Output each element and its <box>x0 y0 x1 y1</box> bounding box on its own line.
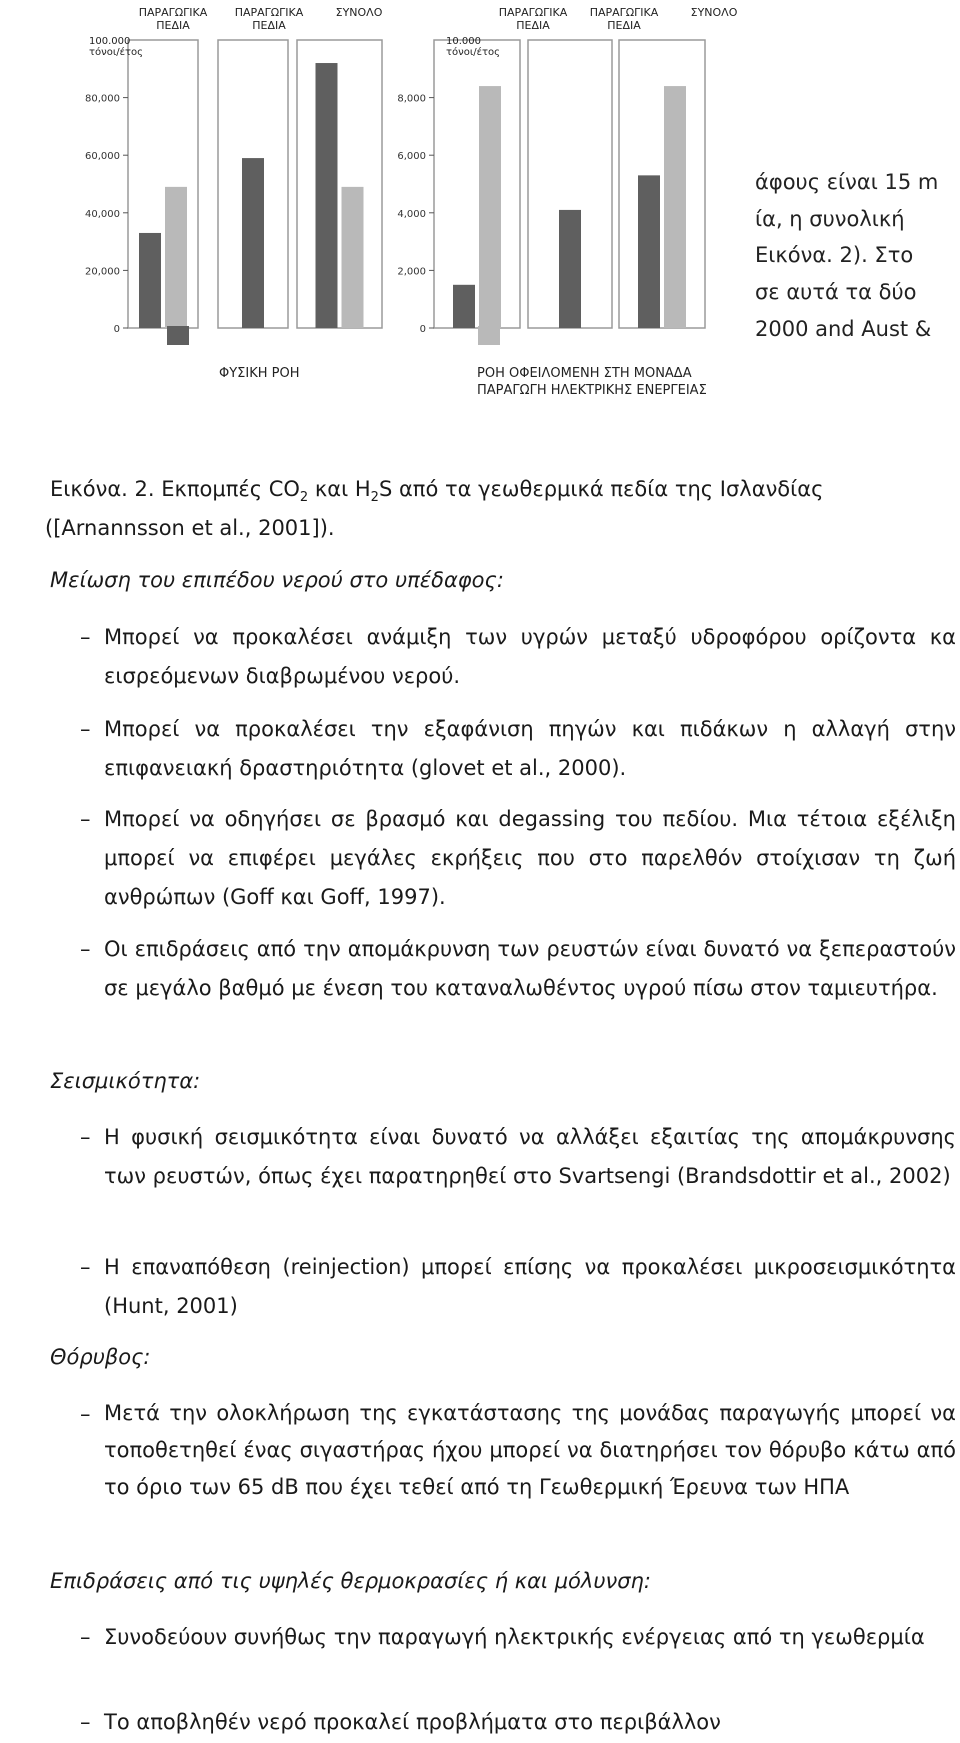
heading-temperature: Επιδράσεις από τις υψηλές θερμοκρασίες ή και μόλυνση: <box>50 1569 651 1593</box>
left-ytick-label: 0 <box>113 324 120 335</box>
left-bar-natural-2 <box>242 158 264 328</box>
left-ytick-label: 40,000 <box>85 208 120 220</box>
right-ytick-label: 0 <box>419 324 426 335</box>
left-panel-frame-3 <box>297 40 382 328</box>
right-panel-frame-1 <box>434 40 520 328</box>
left-ytick-label: 80,000 <box>85 93 120 105</box>
legend-plant-label: ΡΟΗ ΟΦΕΙΛΟΜΕΝΗ ΣΤΗ ΜΟΝΑΔΑ ΠΑΡΑΓΩΓΗ ΗΛΕΚΤΡΙΚΗΣ ΕΝΕΡΓΕΙΑΣ <box>477 366 707 398</box>
right-ytick-label: 6,000 <box>397 151 426 163</box>
bullet-text: Η επαναπόθεση (reinjection) μπορεί επίσης να προκαλέσει μικροσεισμικότητα (Hunt, 2001) <box>104 1255 956 1318</box>
bullet-temp-2 <box>80 1703 956 1742</box>
bullet-dash: – <box>80 937 91 961</box>
right-col-header-2: ΠΑΡΑΓΩΓΙΚΑ ΠΕΔΙΑ <box>589 6 659 32</box>
right-bar-natural-1 <box>453 285 475 328</box>
overlap-line-3: Εικόνα. 2). Στο <box>755 243 914 267</box>
bullet-text: Μπορεί να οδηγήσει σε βρασμό και degassing του πεδίου. Μια τέτοια εξέλιξη μπορεί να επιφέρει μεγάλες εκρήξεις που στο παρελθόν στοίχισαν τη ζωή ανθρώπων (Goff και Goff, 1997). <box>104 807 956 909</box>
overlap-line-1: άφους είναι 15 m <box>755 170 939 194</box>
heading-seismicity: Σεισμικότητα: <box>50 1069 201 1093</box>
bullet-dash: – <box>80 1402 91 1426</box>
left-col-header-1: ΠΑΡΑΓΩΓΙΚΑ ΠΕΔΙΑ <box>138 6 208 32</box>
bullet-dash: – <box>80 1710 91 1734</box>
bullet-dash: – <box>80 1255 91 1279</box>
bullet-text: Μπορεί να προκαλέσει την εξαφάνιση πηγών και πιδάκων η αλλαγή στην επιφανειακή δραστηριότητα (glovet et al., 2000). <box>104 717 956 780</box>
right-col-header-3: ΣΥΝΟΛΟ <box>690 6 738 19</box>
figure-caption <box>45 470 956 548</box>
bullet-text: Συνοδεύουν συνήθως την παραγωγή ηλεκτρικής ενέργειας από τη γεωθερμία <box>104 1625 925 1649</box>
left-col-header-2: ΠΑΡΑΓΩΓΙΚΑ ΠΕΔΙΑ <box>234 6 304 32</box>
right-bar-natural-3 <box>638 175 660 328</box>
left-unit-label: 100.000 τόνοι/έτος <box>89 36 144 58</box>
caption-line-2: ([Arnannsson et al., 2001]). <box>45 516 335 540</box>
heading-noise: Θόρυβος: <box>50 1345 151 1369</box>
right-ytick-label: 2,000 <box>397 266 426 278</box>
heading-water-level: Μείωση του επιπέδου νερού στο υπέδαφος: <box>50 568 504 592</box>
legend-plant-swatch <box>478 326 500 345</box>
bullet-dash: – <box>80 625 91 649</box>
legend-natural-swatch <box>167 326 189 345</box>
left-bar-plant-3 <box>342 187 364 328</box>
bullet-seismic-1 <box>80 1118 956 1196</box>
overlap-line-2: ία, η συνολική <box>755 207 905 231</box>
bullet-text: Οι επιδράσεις από την απομάκρυνση των ρευστών είναι δυνατό να ξεπεραστούν σε μεγάλο βαθμό με ένεση του καταναλωθέντος υγρού πίσω στον ταμιευτήρα. <box>104 937 956 1000</box>
bullet-dash: – <box>80 1125 91 1149</box>
right-bar-natural-2 <box>559 210 581 328</box>
bullet-text: Η φυσική σεισμικότητα είναι δυνατό να αλλάξει εξαιτίας της απομάκρυνσης των ρευστών, όπως έχει παρατηρηθεί στο Svartsengi (Brandsdottir et al., 2002) <box>104 1125 956 1188</box>
left-bar-natural-1 <box>139 233 161 328</box>
right-bar-plant-3 <box>664 86 686 328</box>
right-ytick-label: 8,000 <box>397 93 426 105</box>
bullet-water-3 <box>80 800 956 917</box>
overlap-line-4: σε αυτά τα δύο <box>755 280 917 304</box>
bullet-text: Το αποβληθέν νερό προκαλεί προβλήματα στο περιβάλλον <box>104 1710 721 1734</box>
bullet-noise-1 <box>80 1395 956 1506</box>
bullet-dash: – <box>80 807 91 831</box>
bullet-text: Μετά την ολοκλήρωση της εγκατάστασης της μονάδας παραγωγής μπορεί να τοποθετηθεί ένας σιγαστήρας ήχου μπορεί να διατηρήσει τον θόρυβο κάτω από το όριο των 65 dB που έχει τεθεί από τη Γεωθερμική Έρευνα των ΗΠΑ <box>104 1401 956 1499</box>
left-col-header-3: ΣΥΝΟΛΟ <box>335 6 383 19</box>
bullet-water-1 <box>80 618 956 696</box>
bullet-temp-1 <box>80 1618 956 1657</box>
emissions-figure <box>0 0 960 420</box>
left-panel-frame-1 <box>128 40 198 328</box>
caption-line-1: Εικόνα. 2. Εκπομπές $CO_2$ και $H_2S$ από τα γεωθερμικά πεδία της Ισλανδίας <box>50 477 824 506</box>
left-bar-plant-1 <box>165 187 187 328</box>
overlap-line-5: 2000 and Aust & <box>755 317 932 341</box>
bullet-dash: – <box>80 717 91 741</box>
bullet-dash: – <box>80 1625 91 1649</box>
right-panel-frame-3 <box>619 40 705 328</box>
right-ytick-label: 4,000 <box>397 208 426 220</box>
right-unit-label: 10.000 τόνοι/έτος <box>446 36 501 58</box>
bullet-water-4 <box>80 930 956 1008</box>
left-ytick-label: 20,000 <box>85 266 120 278</box>
right-bar-plant-1 <box>479 86 501 328</box>
bullet-text: Μπορεί να προκαλέσει ανάμιξη των υγρών μεταξύ υδροφόρου ορίζοντα κα εισρεόμενων διαβρωμένου νερού. <box>104 625 956 688</box>
bullet-seismic-2 <box>80 1248 956 1326</box>
legend-natural-label: ΦΥΣΙΚΗ ΡΟΗ <box>219 366 300 381</box>
bullet-water-2 <box>80 710 956 788</box>
right-col-header-1: ΠΑΡΑΓΩΓΙΚΑ ΠΕΔΙΑ <box>498 6 568 32</box>
left-ytick-label: 60,000 <box>85 151 120 163</box>
left-bar-natural-3 <box>316 63 338 328</box>
